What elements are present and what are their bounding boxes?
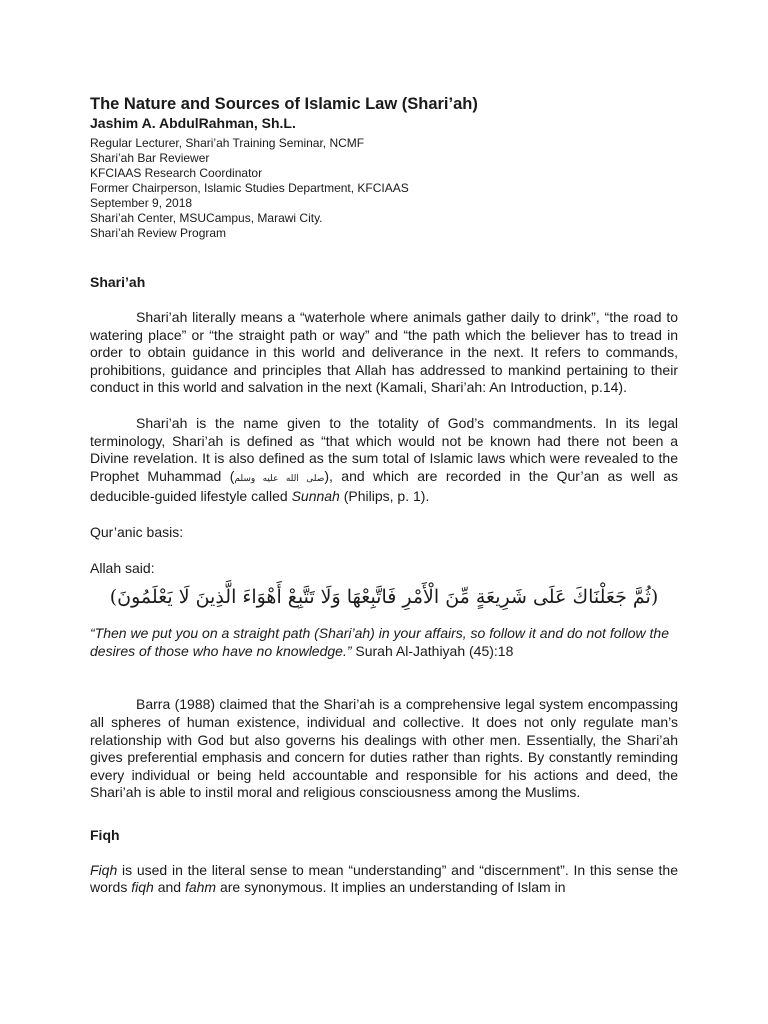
verse-translation <box>90 625 678 660</box>
paragraph-text: are synonymous. It implies an understanding of Islam in <box>216 879 566 896</box>
meta-line: Regular Lecturer, Shari’ah Training Seminar, NCMF <box>90 136 365 150</box>
term-fahm: fahm <box>184 879 217 896</box>
paragraph-fiqh <box>90 862 678 897</box>
meta-line: Shari’ah Review Program <box>90 226 227 240</box>
paragraph-barra: Barra (1988) claimed that the Shari’ah is a comprehensive legal system encompassing all spheres of human existence, individual and collective. It does not only regulate man’s relationship with God but also governs his dealings with other men. Essentially, the Shari’ah gives preferential emphasis and concern for duties rather than rights. By constantly reminding every individual or being held accountable and responsible for his actions and deed, the Shari’ah is able to instil moral and religious consciousness among the Muslims. <box>90 696 678 801</box>
meta-line: Former Chairperson, Islamic Studies Department, KFCIAAS <box>90 181 409 195</box>
meta-line: Shari’ah Bar Reviewer <box>90 151 210 165</box>
section-heading-shariah: Shari’ah <box>90 274 146 290</box>
paragraph-shariah-definition: Shari’ah literally means a “waterhole where animals gather daily to drink”, “the road to watering place” or “the straight path or way” and “the path which the believer has to tread in order to obtain guidance in this world and deliverance in the next. It refers to commands, prohibitions, guidance and principles that Allah has addressed to mankind pertaining to their conduct in this world and salvation in the next (Kamali, Shari’ah: An Introduction, p.14). <box>90 309 678 396</box>
term-sunnah: Sunnah <box>291 488 340 505</box>
document-title: The Nature and Sources of Islamic Law (Shari’ah) <box>90 95 478 113</box>
quranic-basis-label: Qur’anic basis: <box>90 523 184 540</box>
paragraph-text: and <box>153 879 185 896</box>
allah-said-label: Allah said: <box>90 559 155 576</box>
term-fiqh: Fiqh <box>90 861 118 878</box>
paragraph-text: is used in the literal sense to mean “understanding” and “discernment”. In this sense the words <box>90 861 678 896</box>
paragraph-text: (Philips, p. 1). <box>339 488 430 505</box>
quran-verse-arabic: (ثُمَّ جَعَلْنَاكَ عَلَى شَرِيعَةٍ مِّنَ الْأَمْرِ فَاتَّبِعْهَا وَلَا تَتَّبِعْ أَهْوَاءَ الَّذِينَ لَا يَعْلَمُونَ) <box>109 586 659 609</box>
meta-line-date: September 9, 2018 <box>90 196 193 210</box>
arabic-salutation: صلى الله عليه وسلم <box>234 473 325 484</box>
meta-line: KFCIAAS Research Coordinator <box>90 166 263 180</box>
verse-citation: Surah Al-Jathiyah (45):18 <box>351 642 514 659</box>
paragraph-text: ), and which are recorded in the Qur’an as well as deducible-guided lifestyle called <box>90 467 678 505</box>
paragraph-text: Shari’ah is the name given to the totality of God’s commandments. In its legal terminology, Shari’ah is defined as “that which would not be known had there not been a Divine revelation. It is also defined as the sum total of Islamic laws which were revealed to the Prophet Muhammad ( <box>90 414 678 484</box>
paragraph-shariah-totality <box>90 415 678 506</box>
meta-line: Shari’ah Center, MSUCampus, Marawi City. <box>90 211 323 225</box>
author-name: Jashim A. AbdulRahman, Sh.L. <box>90 115 296 131</box>
translation-text: “Then we put you on a straight path (Shari’ah) in your affairs, so follow it and do not follow the desires of those who have no knowledge.” <box>90 625 669 659</box>
section-heading-fiqh: Fiqh <box>90 826 120 843</box>
term-fiqh: fiqh <box>131 879 154 896</box>
